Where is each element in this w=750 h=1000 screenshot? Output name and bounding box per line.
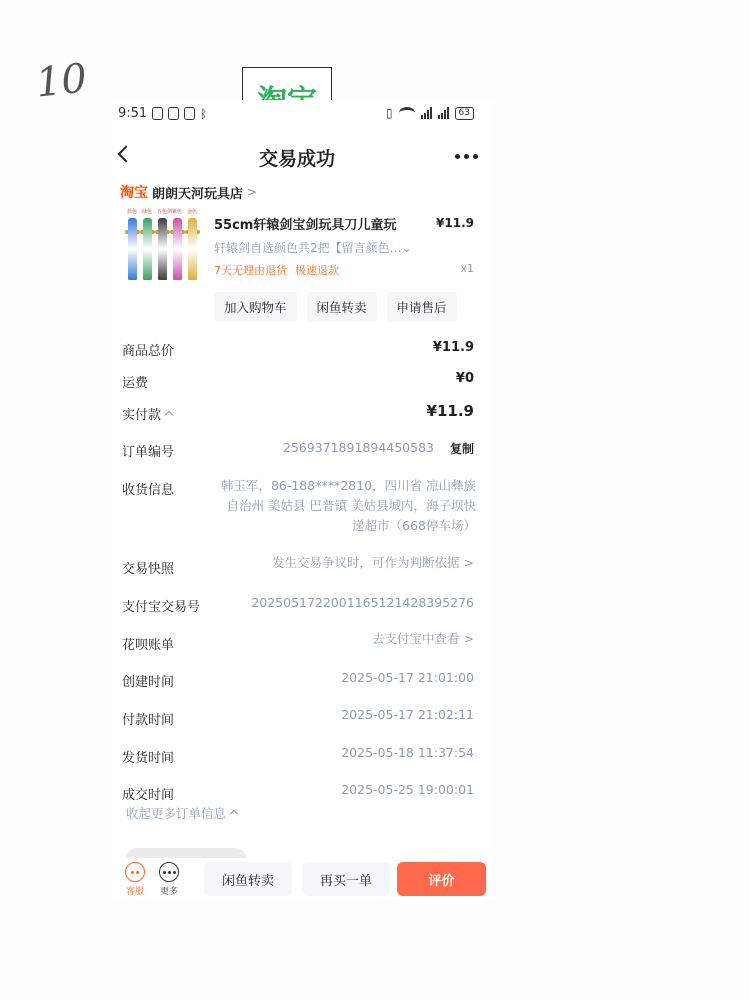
paid-time-label: 付款时间 — [122, 713, 175, 728]
bottom-action-bar — [112, 860, 492, 900]
tag-7day-return: 7天无理由退货 — [214, 264, 287, 277]
paid-amount-toggle[interactable] — [122, 404, 172, 423]
status-notification-icons — [152, 107, 207, 121]
handwritten-page-number: 10 — [33, 55, 90, 107]
chevron-up-icon — [165, 411, 173, 419]
bottom-xianyu-resell-button[interactable]: 闲鱼转卖 — [204, 862, 292, 896]
shop-link[interactable] — [120, 182, 257, 202]
sword-color-label: 绿色 — [142, 209, 153, 215]
phone-screenshot — [112, 100, 492, 900]
product-quantity: x1 — [460, 262, 474, 275]
product-title[interactable]: 55cm轩辕剑宝剑玩具刀儿童玩 — [214, 218, 397, 233]
status-system-icons — [386, 106, 474, 120]
alarm-icon — [184, 107, 195, 120]
alipay-trade-value: 2025051722001165121428395276 — [251, 595, 474, 610]
sword-blade — [128, 218, 137, 280]
collapse-order-info-button[interactable] — [126, 804, 237, 822]
created-time-label: 创建时间 — [122, 675, 175, 690]
signal-icon — [421, 107, 432, 119]
completed-time-value: 2025-05-25 19:00:01 — [341, 782, 474, 797]
snapshot-link[interactable]: 发生交易争议时，可作为判断依据 > — [272, 555, 474, 570]
shop-name: 朗朗天河玩具店 — [152, 186, 244, 202]
status-bar — [112, 100, 492, 130]
more-label: 更多 — [159, 887, 178, 897]
customer-service-label: 客服 — [125, 887, 144, 897]
chevron-right-icon: > — [247, 185, 258, 199]
huabei-bill-link[interactable]: 去支付宝中查看 > — [372, 631, 474, 646]
goods-total-label: 商品总价 — [122, 344, 175, 359]
order-number-value: 2569371891894450583 — [282, 440, 434, 455]
tag-fast-refund: 极速退款 — [295, 264, 339, 277]
shipped-time-value: 2025-05-18 11:37:54 — [341, 745, 474, 760]
shipping-value: ¥0 — [455, 371, 474, 386]
sword-color-label: 五色剑 — [157, 209, 173, 215]
sword-color-label: 蓝色 — [127, 209, 138, 215]
add-to-cart-button[interactable]: 加入购物车 — [214, 292, 297, 322]
vibrate-icon: ▯ — [385, 106, 393, 120]
bluetooth-icon: ᛒ — [200, 107, 208, 121]
product-service-tags — [214, 262, 339, 278]
rebuy-button[interactable]: 再买一单 — [302, 862, 390, 896]
chevron-up-icon — [230, 810, 238, 818]
paid-amount-label: 实付款 — [122, 408, 162, 423]
more-options-icon[interactable] — [455, 154, 478, 159]
customer-service-button[interactable] — [120, 862, 150, 897]
shipped-time-label: 发货时间 — [122, 751, 175, 766]
battery-icon: 63 — [455, 107, 474, 120]
sword-blade — [158, 218, 167, 280]
alipay-trade-label: 支付宝交易号 — [122, 600, 201, 615]
paid-amount-value: ¥11.9 — [426, 402, 474, 420]
after-sale-button[interactable]: 申请售后 — [387, 292, 457, 322]
sword-color-label: 金色 — [187, 209, 198, 215]
status-time: 9:51 — [118, 106, 148, 121]
sword-blade — [143, 218, 152, 280]
customer-service-icon — [125, 862, 145, 882]
notification-app-icon — [152, 107, 163, 120]
goods-total-value: ¥11.9 — [432, 340, 474, 355]
taobao-brand-label: 淘宝 — [120, 185, 148, 201]
product-sku[interactable]: 轩辕剑自选颜色共2把【留言颜色…⌄ — [214, 241, 412, 255]
wifi-icon — [399, 107, 415, 119]
review-button[interactable]: 评价 — [397, 862, 486, 896]
address-value: 韩玉军，86-188****2810，四川省 凉山彝族自治州 美姑县 巴普镇 美姑县城内，海子坝快递超市（668停车场） — [220, 478, 476, 533]
product-price: ¥11.9 — [436, 216, 474, 230]
sword-blade — [188, 218, 197, 280]
order-number-label: 订单编号 — [122, 445, 175, 460]
xianyu-resell-button[interactable]: 闲鱼转卖 — [307, 292, 377, 322]
more-dots-icon — [159, 862, 179, 882]
address-label: 收货信息 — [122, 483, 175, 498]
huabei-bill-label: 花呗账单 — [122, 638, 175, 653]
cut-off-section-header — [126, 848, 246, 858]
paid-time-value: 2025-05-17 21:02:11 — [341, 707, 474, 722]
created-time-value: 2025-05-17 21:01:00 — [341, 670, 474, 685]
page-title: 交易成功 — [258, 148, 335, 170]
sword-color-label: 紫色 — [172, 209, 183, 215]
completed-time-label: 成交时间 — [122, 788, 175, 803]
collapse-order-info-label: 收起更多订单信息 — [126, 806, 227, 821]
signal-icon-2 — [438, 107, 449, 119]
copy-order-number-button[interactable]: 复制 — [449, 442, 474, 456]
product-actions — [214, 292, 457, 322]
snapshot-label: 交易快照 — [122, 562, 175, 577]
more-button[interactable] — [154, 862, 184, 897]
product-thumbnail[interactable] — [124, 208, 202, 284]
sword-blade — [173, 218, 182, 280]
nfc-icon — [168, 107, 179, 120]
page-header — [112, 142, 492, 174]
shipping-label: 运费 — [122, 376, 149, 391]
